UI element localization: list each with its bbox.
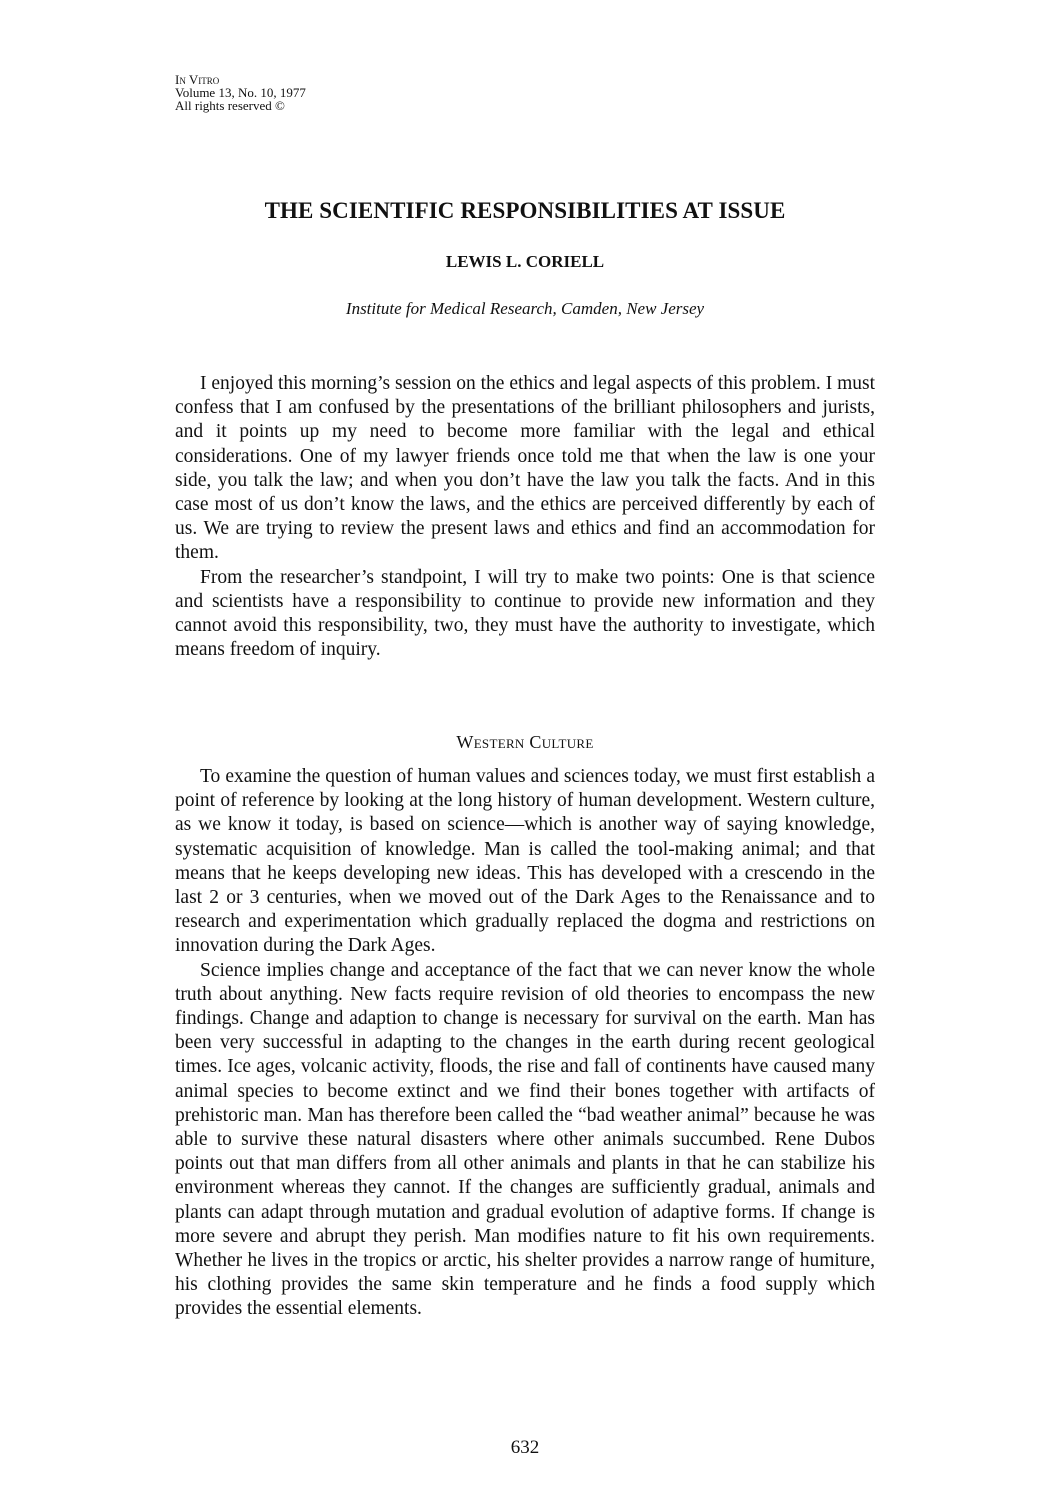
rights-notice: All rights reserved © xyxy=(175,98,285,113)
article-title: THE SCIENTIFIC RESPONSIBILITIES AT ISSUE xyxy=(264,198,786,223)
journal-name: In Vitro xyxy=(175,72,220,87)
masthead xyxy=(175,73,306,112)
section-paragraph: Science implies change and acceptance of the fact that we can never know the whole truth about anything. New facts require revision of old theories to encompass the new findings. Change and adaption to change is necessary for survival on the earth. Man has been very successful in adapting to the changes in the earth during recent geological times. Ice ages, volcanic activity, floods, the rise and fall of continents have caused many animal species to become extinct and we find their bones together with artifacts of prehistoric man. Man has therefore been called the “bad weather animal” because he was able to survive these natural disasters where other animals succumbed. Rene Dubos points out that man differs from all other animals and plants in that he can stabilize his environment whereas they cannot. If the changes are sufficiently gradual, animals and plants can adapt through mutation and gradual evolution of adaptive forms. If change is more severe and abrupt they perish. Man modifies nature to fit his own requirements. Whether he lives in the tropics or arctic, his shelter provides a narrow range of humiture, his clothing provides the same skin temperature and he finds a food supply which provides the essential elements. xyxy=(175,959,875,1320)
volume-info: Volume 13, No. 10, 1977 xyxy=(175,85,306,100)
intro-text xyxy=(175,372,875,662)
section-heading: Western Culture xyxy=(456,732,594,752)
section-text xyxy=(175,765,875,1322)
intro-paragraph: I enjoyed this morning’s session on the ethics and legal aspects of this problem. I must confess that I am confused by the presentations of the brilliant philosophers and jurists, and it points up my need to become more familiar with the legal and ethical considerations. One of my lawyer friends once told me that when the law is one your side, you talk the law; and when you don’t have the law you talk the facts. And in this case most of us don’t know the laws, and the ethics are perceived differently by each of us. We are trying to review the present laws and ethics and find an accommodation for them. xyxy=(175,373,875,564)
intro-paragraph: From the researcher’s standpoint, I will try to make two points: One is that science and scientists have a responsibility to continue to provide new information and they cannot avoid this responsibility, two, they must have the authority to investigate, which means freedom of inquiry. xyxy=(175,566,875,661)
page-number: 632 xyxy=(510,1437,540,1458)
author-name: LEWIS L. CORIELL xyxy=(445,252,605,271)
section-paragraph: To examine the question of human values and sciences today, we must first establish a point of reference by looking at the long history of human development. Western culture, as we know it today, is based on science—which is another way of saying knowledge, systematic acquisition of knowledge. Man is called the tool-making animal; and that means that he keeps developing new ideas. This has developed with a crescendo in the last 2 or 3 centuries, when we moved out of the Dark Ages to the Renaissance and to research and experimentation which gradually replaced the dogma and restrictions on innovation during the Dark Ages. xyxy=(175,766,875,957)
author-affiliation: Institute for Medical Research, Camden, New Jersey xyxy=(345,299,705,318)
